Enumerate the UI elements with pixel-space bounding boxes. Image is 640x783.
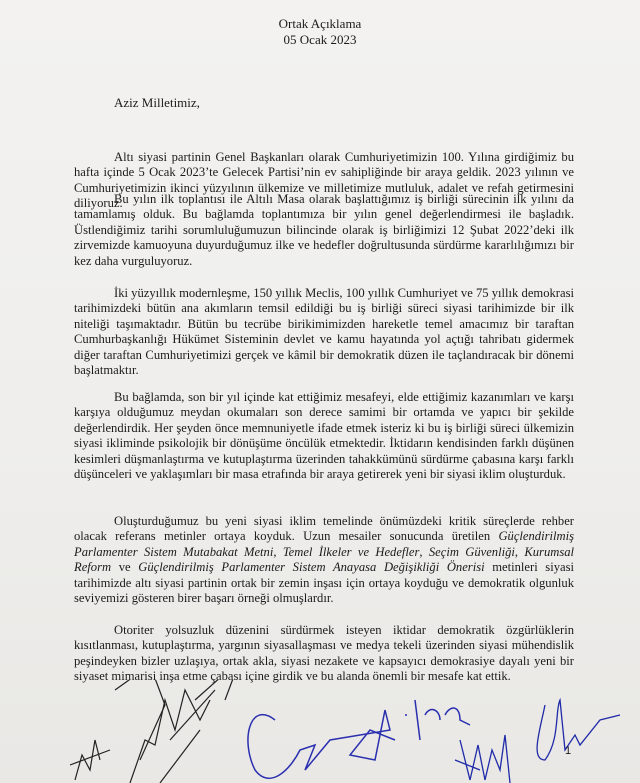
doc-title-3: Seçim Güvenliği	[428, 544, 515, 559]
paragraph-1: Altı siyasi partinin Genel Başkanları olarak Cumhuriyetimizin 100. Yılına girdiğimiz bu hafta içinde 5 Ocak 2023’te Gelecek Partisi’nin ev sahipliğinde bir araya geldik. 2023 yılının ve Cumhuriyetimizin ikinci yüzyılının ülkemize ve milletimize mutluluk, adalet ve refah getirmesini diliyoruz.	[74, 150, 574, 211]
doc-title-4: Kurumsal Reform	[74, 544, 575, 575]
page-number: 1	[565, 745, 572, 757]
document-title: Ortak Açıklama	[278, 16, 362, 31]
signature-3	[455, 700, 620, 783]
doc-title-5: Güçlendirilmiş Parlamenter Sistem Anayasa Değişikliği Önerisi	[138, 560, 485, 575]
paragraph-6: Otoriter yolsuzluk düzenini sürdürmek isteyen iktidar demokratik özgürlüklerin kısıtlanması, kutuplaştırma, yargının siyasallaşması ve medya tekeli üzerinden siyasi mühendislik peşindeyken bizler uzlaşıya, ortak akla, siyasi nezakete ve kapsayıcı demokrasiye dayalı yeni bir siyaset mimarisi inşa etme çabası içine girdik ve bu alanda önemli bir mesafe kat ettik.	[74, 623, 574, 684]
signature-1	[70, 680, 240, 783]
doc-title-1: Güçlendirilmiş Parlamenter Sistem Mutabakat Metni	[74, 529, 574, 559]
signature-2	[248, 700, 470, 778]
document-date: 05 Ocak 2023	[283, 32, 357, 47]
doc-title-2: Temel İlkeler ve Hedefler	[282, 544, 420, 559]
paragraph-3: İki yüzyıllık modernleşme, 150 yıllık Meclis, 100 yıllık Cumhuriyet ve 75 yıllık demokrasi tarihimizdeki bütün ana akımların temsil edildiği bu iş birliği süreci siyasi tarihimizde bir ilk niteliği taşımaktadır. Bütün bu tecrübe birikimimizden hareketle temel amacımız bir taraftan Cumhurbaşkanlığı Hükümet Sisteminin devlet ve kamu hayatında yol açtığı tahribatı gidermek diğer taraftan Cumhuriyetimizi gerçek ve kâmil bir demokratik düzen ile taçlandıracak bir dönemi başlatmaktır.	[74, 286, 574, 378]
document-header	[0, 16, 640, 48]
signatures	[0, 680, 640, 783]
paragraph-2: Bu yılın ilk toplantısı ile Altılı Masa olarak başlattığımız iş birliği sürecinin ilk yılını da tamamlamış olduk. Bu bağlamda toplantımıza bir yılın genel değerlendirmesi ile başladık. Üstlendiğimiz tarihi sorumluluğumuzun bilincinde olarak iş birliğimizi 12 Şubat 2022’deki ilk zirvemizde kamuoyuna duyurduğumuz ilke ve hedefler doğrultusunda sürdürme kararlılığımızı bir kez daha vurguluyoruz.	[74, 192, 574, 268]
salutation: Aziz Milletimiz,	[114, 95, 200, 110]
paragraph-4: Bu bağlamda, son bir yıl içinde kat ettiğimiz mesafeyi, elde ettiğimiz kazanımları ve karşı karşıya olduğumuz meydan okumaları son derece samimi bir ortamda ve yapıcı bir şekilde değerlendirdik. Her şeyden önce memnuniyetle ifade etmek isteriz ki bu iş birliği süreci ülkemizin siyasi ikliminde psikolojik bir dönüşüme öncülük etmektedir. İktidarın kendisinden farklı düşünen kesimleri düşmanlaştırma ve kutuplaştırma üzerinden tahakkümünü sürdürme çabasına karşı farklı düşünceleri ve yaklaşımları bir masa etrafında bir araya getirerek yeni bir siyasi iklim oluşturduk.	[74, 390, 574, 482]
paragraph-5: Oluşturduğumuz bu yeni siyasi iklim temelinde önümüzdeki kritik süreçlerde rehber olacak referans metinler ortaya koyduk. Uzun mesailer sonucunda üretilen Güçlendirilmiş Parlamenter Sistem Mutabakat Metni, Temel İlkeler ve Hedefler, Seçim Güvenliği, Kurumsal Reform ve Güçlendirilmiş Parlamenter Sistem Anayasa Değişikliği Önerisi metinleri siyasi tarihimizde altı siyasi partinin ortak bir zemin inşası için ortaya koyduğu ve demokratik olgunluk seviyemizi gösteren birer başarı örneği olmuşlardır.	[74, 514, 575, 606]
